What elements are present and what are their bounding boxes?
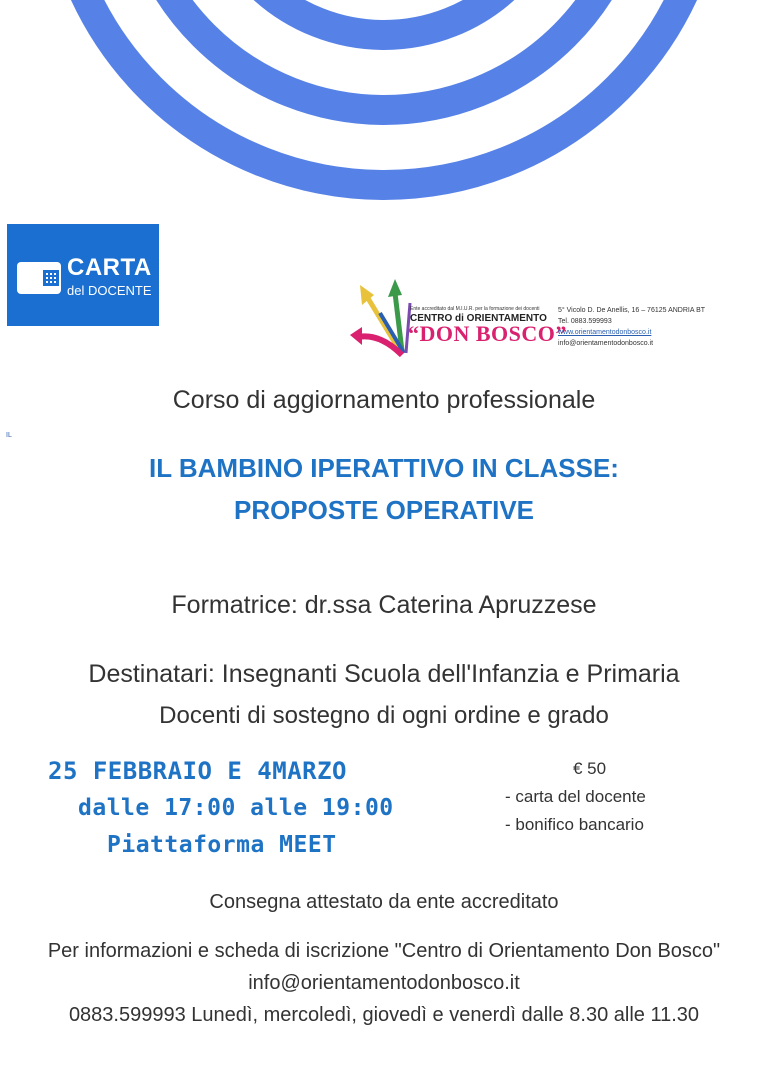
- contact-info-line: Per informazioni e scheda di iscrizione "Centro di Orientamento Don Bosco": [47, 940, 721, 962]
- contact-block: [558, 305, 705, 349]
- audience-line1: Destinatari: Insegnanti Scuola dell'Infanzia e Primaria: [88, 660, 680, 688]
- audience-line2: Docenti di sostegno di ogni ordine e grado: [159, 702, 609, 729]
- contact-email[interactable]: info@orientamentodonbosco.it: [248, 972, 520, 994]
- payment-option: - carta del docente: [505, 787, 646, 806]
- qr-code-icon: [43, 270, 59, 286]
- small-mark: IL: [6, 432, 12, 439]
- carta-logo-title: CARTA: [67, 254, 152, 281]
- payment-option: - bonifico bancario: [505, 815, 644, 834]
- website-link[interactable]: www.orientamentodonbosco.it: [558, 329, 652, 336]
- don-bosco-logo: [350, 273, 710, 363]
- concentric-arcs-decoration: [0, 0, 768, 230]
- don-bosco-name: “DON BOSCO”: [408, 321, 567, 346]
- address-text: 5° Vicolo D. De Anellis, 16 – 76125 ANDRIA BT: [558, 307, 706, 314]
- certificate-note: Consegna attestato da ente accreditato: [209, 891, 559, 913]
- trainer: Formatrice: dr.ssa Caterina Apruzzese: [171, 591, 597, 619]
- carta-del-docente-logo: [7, 224, 159, 326]
- price-box: [505, 755, 680, 839]
- accreditation-text: Ente accreditato dal M.I.U.R. per la formazione dei docenti: [410, 306, 540, 312]
- tel-text: Tel. 0883.599993: [558, 318, 612, 325]
- arc-ring-2: [129, 0, 639, 110]
- carta-logo-subtitle: del DOCENTE: [67, 283, 152, 298]
- card-icon: [17, 262, 61, 294]
- event-time: dalle 17:00 alle 19:00: [78, 795, 394, 821]
- contact-phone-hours: 0883.599993 Lunedì, mercoledì, giovedì e venerdì dalle 8.30 alle 11.30: [68, 1004, 700, 1026]
- price: € 50: [573, 759, 607, 778]
- event-dates: 25 FEBBRAIO E 4MARZO: [48, 757, 347, 785]
- arrows-emblem-icon: [350, 273, 412, 363]
- arc-ring-3: [204, 0, 564, 35]
- event-platform: Piattaforma MEET: [107, 832, 337, 858]
- email-text: info@orientamentodonbosco.it: [558, 340, 654, 347]
- course-title-line2: PROPOSTE OPERATIVE: [233, 495, 534, 525]
- centro-text: CENTRO di ORIENTAMENTO: [410, 313, 547, 324]
- course-type: Corso di aggiornamento professionale: [172, 386, 596, 414]
- course-title-line1: IL BAMBINO IPERATTIVO IN CLASSE:: [149, 453, 619, 483]
